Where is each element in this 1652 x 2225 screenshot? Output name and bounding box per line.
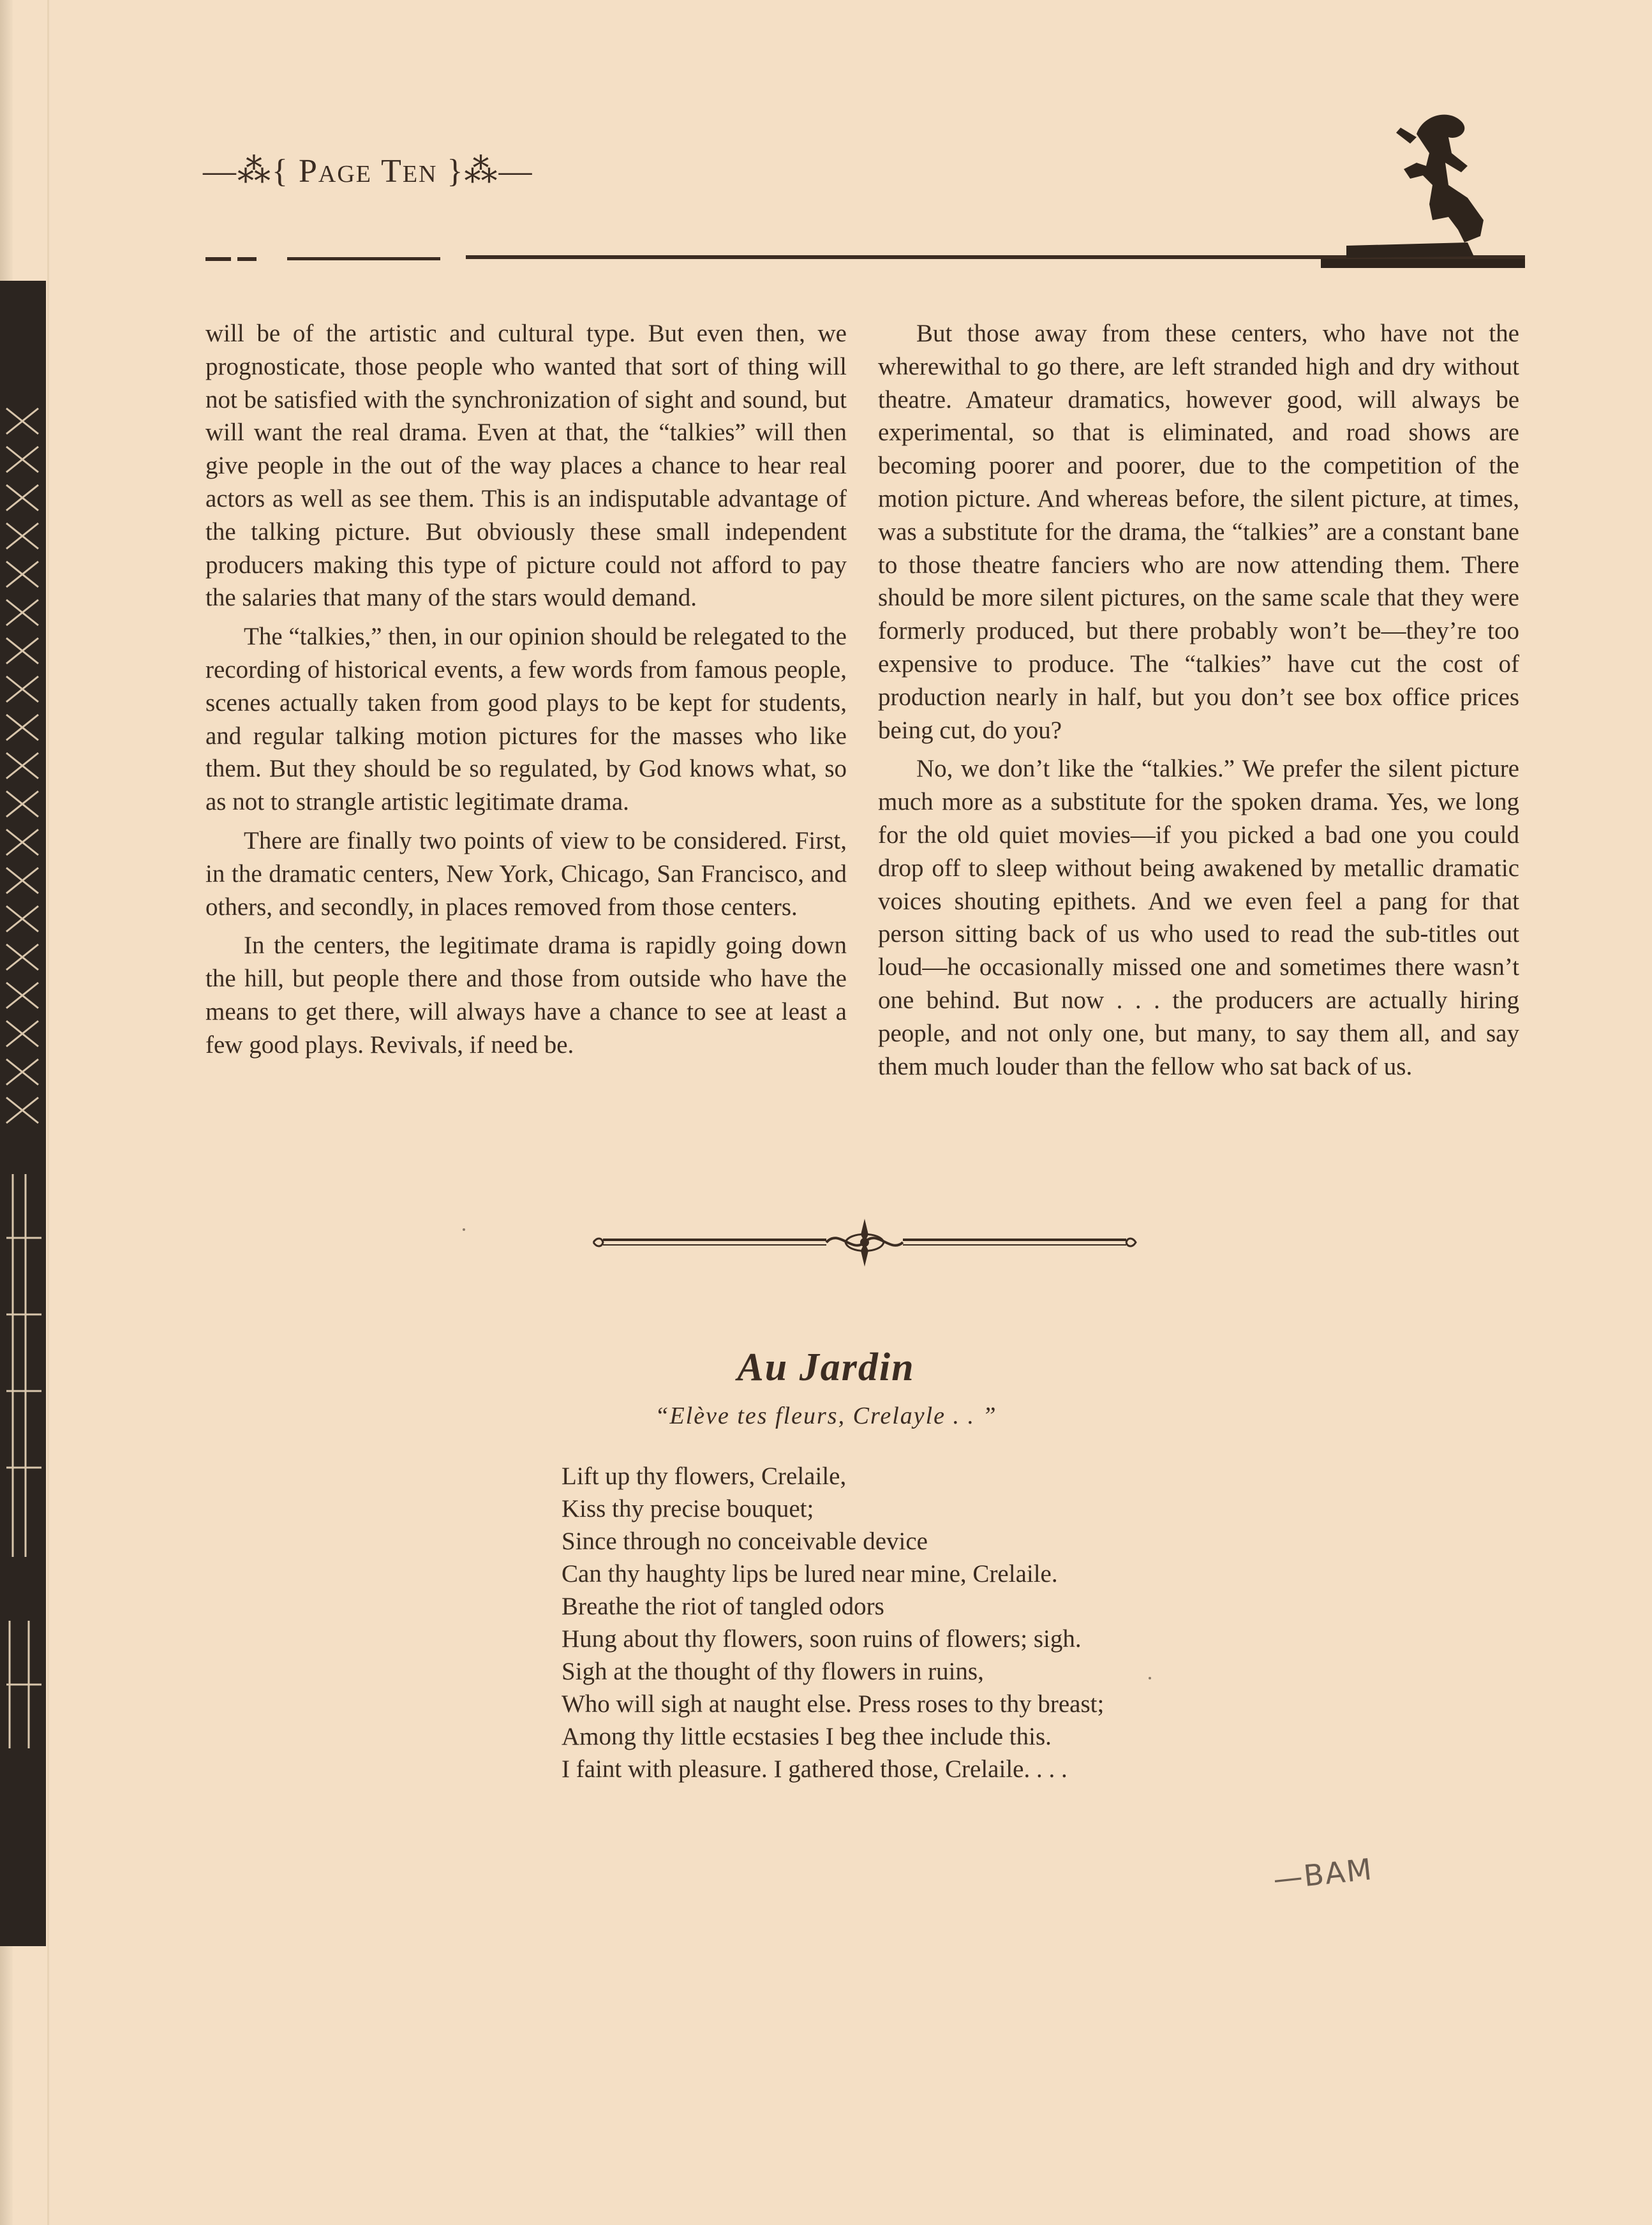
poem-line: Can thy haughty lips be lured near mine, Crelaile. xyxy=(562,1560,1058,1588)
poem-line: Since through no conceivable device xyxy=(562,1528,928,1555)
header-ornament-left: —⁂{ xyxy=(203,153,299,190)
article-paragraph: will be of the artistic and cultural type. But even then, we prognosticate, those people who wanted that sort of thing will not be satisfied with the synchronization of sight and sound, but will want the real drama. Even at that, the “talkies” will then give people in the out of the way places a chance to hear real actors as well as see them. This is an indisputable advantage of the talking picture. But obviously these small independent producers making this type of picture could not afford to pay the salaries that many of the stars would demand. xyxy=(205,320,847,612)
page-header xyxy=(203,152,533,190)
page-label-rest-2: EN xyxy=(402,161,438,188)
article-paragraph: But those away from these centers, who have not the wherewithal to go there, are left stranded high and dry without theatre. Amateur dramatics, however good, will always be experimental, so that is eliminated, and road shows are becoming poorer and poorer, due to the competition of the motion picture. And whereas before, the silent picture, at times, was a substitute for the drama, the “talkies” are a constant bane to those theatre fanciers who are now attending them. There should be more silent pictures, on the same scale that they were formerly produced, but there probably won’t be—they’re too expensive to produce. The “talkies” have cut the cost of production nearly in half, but you don’t see box office prices being cut, do you? xyxy=(878,320,1519,744)
article-right-column xyxy=(878,317,1519,1083)
page-label-initial-2: T xyxy=(381,153,403,190)
poem-line: Sigh at the thought of thy flowers in ruins, xyxy=(562,1658,984,1685)
poem-line: Breathe the riot of tangled odors xyxy=(562,1593,884,1620)
page-label-initial-1: P xyxy=(298,153,318,190)
poem-title: Au Jardin xyxy=(737,1346,915,1389)
poem-line: Lift up thy flowers, Crelaile, xyxy=(562,1462,847,1490)
poem-line: Hung about thy flowers, soon ruins of flowers; sigh. xyxy=(562,1625,1082,1653)
article-paragraph: The “talkies,” then, in our opinion should be relegated to the recording of historical events, a few words from famous people, scenes actually taken from good plays to be kept for students, and regular talking motion pictures for the masses who like them. But they should be so regulated, by God knows what, so as not to strangle artistic legitimate drama. xyxy=(205,623,847,816)
runner-figure-illustration xyxy=(1321,108,1525,268)
header-rule-segment xyxy=(205,257,231,261)
paper-speck xyxy=(463,1228,465,1231)
header-ornament-right: }⁂— xyxy=(437,153,533,190)
article-paragraph: There are finally two points of view to be considered. First, in the dramatic centers, New York, Chicago, San Francisco, and others, and secondly, in places removed from those centers. xyxy=(205,826,847,921)
author-signature: —BAM xyxy=(1271,1851,1375,1897)
header-rule-segment xyxy=(287,257,440,260)
article-paragraph: In the centers, the legitimate drama is rapidly going down the hill, but people there and those from outside who have the means to get there, will always have a chance to see at least a few good plays. Revivals, if need be. xyxy=(205,932,847,1059)
page-edge-crease xyxy=(47,0,49,2225)
page-label-rest-1: AGE xyxy=(318,161,372,188)
poem-line: I faint with pleasure. I gathered those, Crelaile. . . . xyxy=(562,1755,1068,1783)
article-left-column xyxy=(205,317,847,1062)
poem-line: Kiss thy precise bouquet; xyxy=(562,1495,814,1522)
poem-subtitle: “Elève tes fleurs, Crelayle . . ” xyxy=(655,1403,997,1429)
article-paragraph: No, we don’t like the “talkies.” We prefer the silent picture much more as a substitute for the spoken drama. Yes, we long for the old quiet movies—if you picked a bad one you could drop off to sleep without being awakened by metallic dramatic voices shouting epithets. And we even feel a pang for that person sitting back of us who used to read the sub-titles out loud—he occasionally missed one and sometimes there wasn’t one behind. But now . . . the producers are actually hiring people, and not only one, but many, to say them all, and say them much louder than the fellow who sat back of us. xyxy=(878,755,1519,1080)
poem-body xyxy=(562,1460,1104,1785)
poem-line: Who will sigh at naught else. Press roses to thy breast; xyxy=(562,1690,1105,1718)
adjacent-page-illustration xyxy=(0,281,46,1946)
section-divider-ornament xyxy=(590,1216,1139,1270)
poem-line: Among thy little ecstasies I beg thee include this. xyxy=(562,1723,1052,1750)
paper-speck xyxy=(1149,1677,1151,1679)
header-rule-segment xyxy=(237,257,257,261)
